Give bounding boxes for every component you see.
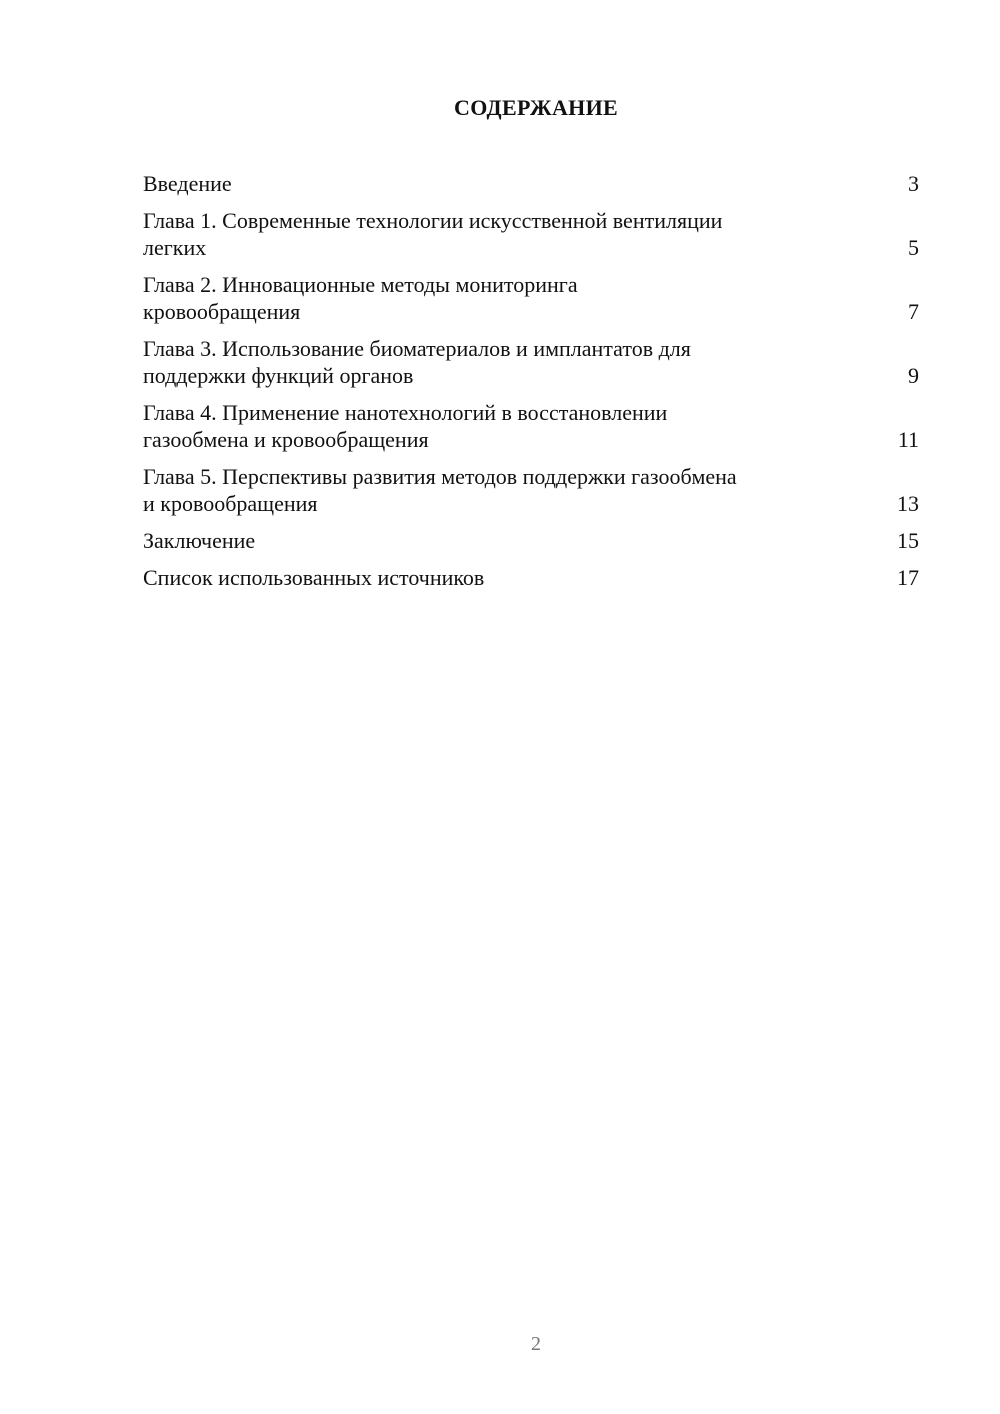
toc-entry-page: 3 [908, 171, 919, 196]
toc-entry-conclusion [143, 527, 919, 554]
page-number: 2 [531, 1333, 541, 1355]
toc-entry-chapter-4 [143, 399, 919, 453]
toc-entry-chapter-3 [143, 335, 919, 389]
toc-entry-page: 11 [897, 427, 919, 452]
toc-entry-chapter-1 [143, 207, 919, 261]
toc-entry-page: 5 [908, 235, 919, 260]
toc-entry-chapter-2 [143, 271, 919, 325]
toc-entry-page: 13 [897, 491, 919, 516]
toc-entry-introduction [143, 170, 919, 197]
toc-entry-page: 9 [908, 363, 919, 388]
page-title: СОДЕРЖАНИЕ [454, 95, 618, 120]
toc-entry-references [143, 564, 919, 591]
toc-entry-chapter-5 [143, 463, 919, 517]
toc-entry-label: Заключение [143, 528, 256, 553]
toc-entry-label: Глава 4. Применение нанотехнологий в восстановлении газообмена и кровообращения [143, 400, 668, 452]
toc-entry-label: Глава 5. Перспективы развития методов поддержки газообмена и кровообращения [143, 464, 737, 516]
toc-entry-label: Глава 3. Использование биоматериалов и имплантатов для поддержки функций органов [143, 336, 691, 388]
toc-entry-page: 7 [908, 299, 919, 324]
toc-entry-label: Введение [143, 171, 232, 196]
toc-entry-label: Глава 1. Современные технологии искусственной вентиляции легких [143, 208, 723, 260]
toc-entry-label: Глава 2. Инновационные методы мониторинга кровообращения [143, 272, 578, 324]
toc-entry-page: 17 [897, 565, 919, 590]
table-of-contents [143, 170, 919, 601]
toc-entry-label: Список использованных источников [143, 565, 485, 590]
toc-entry-page: 15 [897, 528, 919, 553]
